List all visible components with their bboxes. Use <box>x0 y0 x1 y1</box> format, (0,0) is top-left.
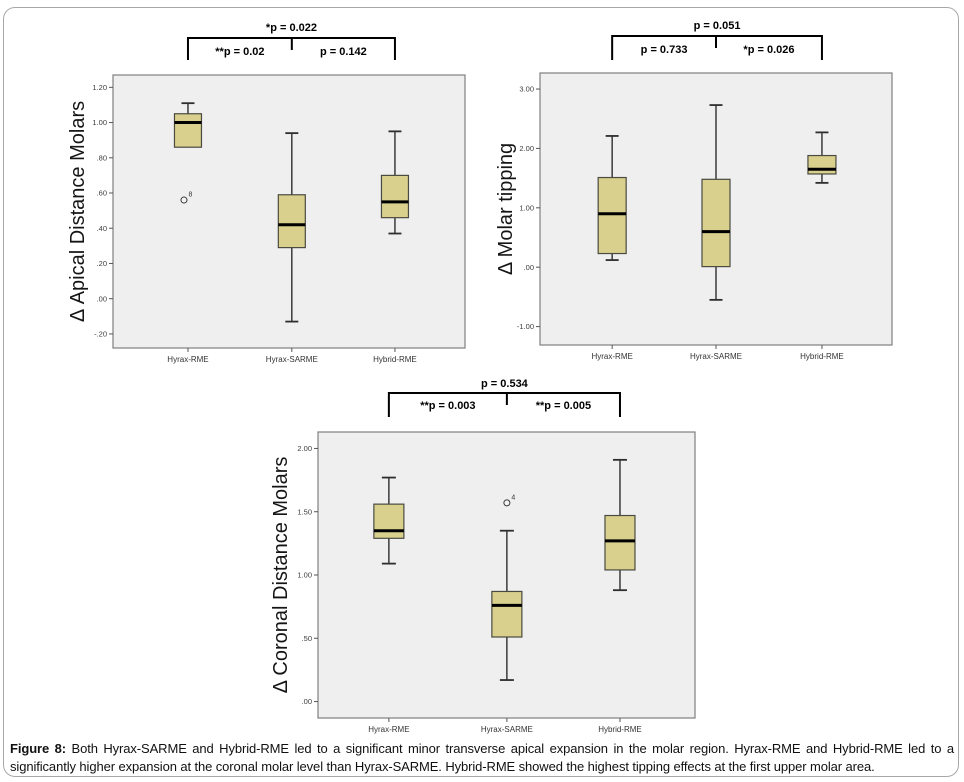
x-axis-category-label: Hybrid-RME <box>373 355 417 364</box>
y-tick-label: .00 <box>96 294 107 304</box>
p-value-label-right-pair: p = 0.142 <box>319 46 367 58</box>
interquartile-box <box>492 591 522 637</box>
y-tick-label: -1.00 <box>516 322 534 332</box>
y-tick-label: .00 <box>301 697 312 707</box>
x-axis-category-label: Hybrid-RME <box>598 725 642 734</box>
y-tick-label: 1.00 <box>92 118 107 128</box>
y-axis-title: Δ Molar tipping <box>495 142 517 276</box>
y-tick-label: 1.20 <box>92 82 107 92</box>
p-value-label-overall: *p = 0.022 <box>265 22 318 34</box>
p-value-label-overall: p = 0.051 <box>693 20 741 32</box>
x-axis-category-label: Hyrax-SARME <box>265 355 318 364</box>
p-value-label-right-pair: *p = 0.026 <box>743 44 795 56</box>
x-axis-category-label: Hyrax-SARME <box>689 352 743 361</box>
interquartile-box <box>374 504 404 538</box>
interquartile-box <box>598 178 626 254</box>
outlier-point <box>504 500 510 506</box>
y-tick-label: -.20 <box>94 329 107 339</box>
p-value-label-left-pair: **p = 0.003 <box>420 400 476 412</box>
y-tick-label: 1.00 <box>297 570 312 580</box>
figure-caption-label: Figure 8: <box>10 741 66 756</box>
boxplot-panel-coronal-distance-molars <box>260 372 720 735</box>
y-tick-label: .50 <box>301 633 312 643</box>
interquartile-box <box>605 516 635 570</box>
y-tick-label: .80 <box>96 153 107 163</box>
interquartile-box <box>381 175 408 217</box>
x-axis-category-label: Hyrax-RME <box>368 725 410 734</box>
figure-caption <box>10 740 954 777</box>
y-tick-label: 1.00 <box>519 203 534 213</box>
y-tick-label: 2.00 <box>297 444 312 454</box>
interquartile-box <box>278 195 305 248</box>
interquartile-box <box>808 156 836 174</box>
p-value-label-overall: p = 0.534 <box>481 378 528 390</box>
y-axis-title: Δ Apical Distance Molars <box>67 100 89 323</box>
outlier-point <box>181 197 187 203</box>
y-tick-label: .60 <box>96 188 107 198</box>
y-tick-label: .20 <box>96 259 107 269</box>
y-tick-label: 1.50 <box>297 507 312 517</box>
x-axis-category-label: Hyrax-RME <box>591 352 633 361</box>
interquartile-box <box>702 179 730 266</box>
p-value-label-left-pair: **p = 0.02 <box>215 46 265 58</box>
p-value-label-left-pair: p = 0.733 <box>640 44 688 56</box>
y-tick-label: 3.00 <box>519 84 534 94</box>
x-axis-category-label: Hyrax-RME <box>167 355 209 364</box>
y-tick-label: .00 <box>523 262 534 272</box>
x-axis-category-label: Hybrid-RME <box>800 352 844 361</box>
y-tick-label: 2.00 <box>519 144 534 154</box>
y-axis-title: Δ Coronal Distance Molars <box>270 456 292 694</box>
outlier-case-label: 8 <box>188 191 193 199</box>
interquartile-box <box>174 114 201 147</box>
y-tick-label: .40 <box>96 223 107 233</box>
outlier-case-label: 4 <box>511 494 516 502</box>
p-value-label-right-pair: **p = 0.005 <box>535 400 592 412</box>
figure-caption-text: Both Hyrax-SARME and Hybrid-RME led to a significant minor transverse apical expansion in the molar region. Hyrax-RME and Hybrid-RME led to a significantly higher expansion at the coronal molar level than Hyrax-SARME. Hybrid-RME showed the highest tipping effects at the first upper molar area. <box>10 741 954 775</box>
boxplot-panel-molar-tipping <box>495 10 964 368</box>
x-axis-category-label: Hyrax-SARME <box>480 725 533 734</box>
boxplot-panel-apical-distance-molars <box>60 10 480 372</box>
